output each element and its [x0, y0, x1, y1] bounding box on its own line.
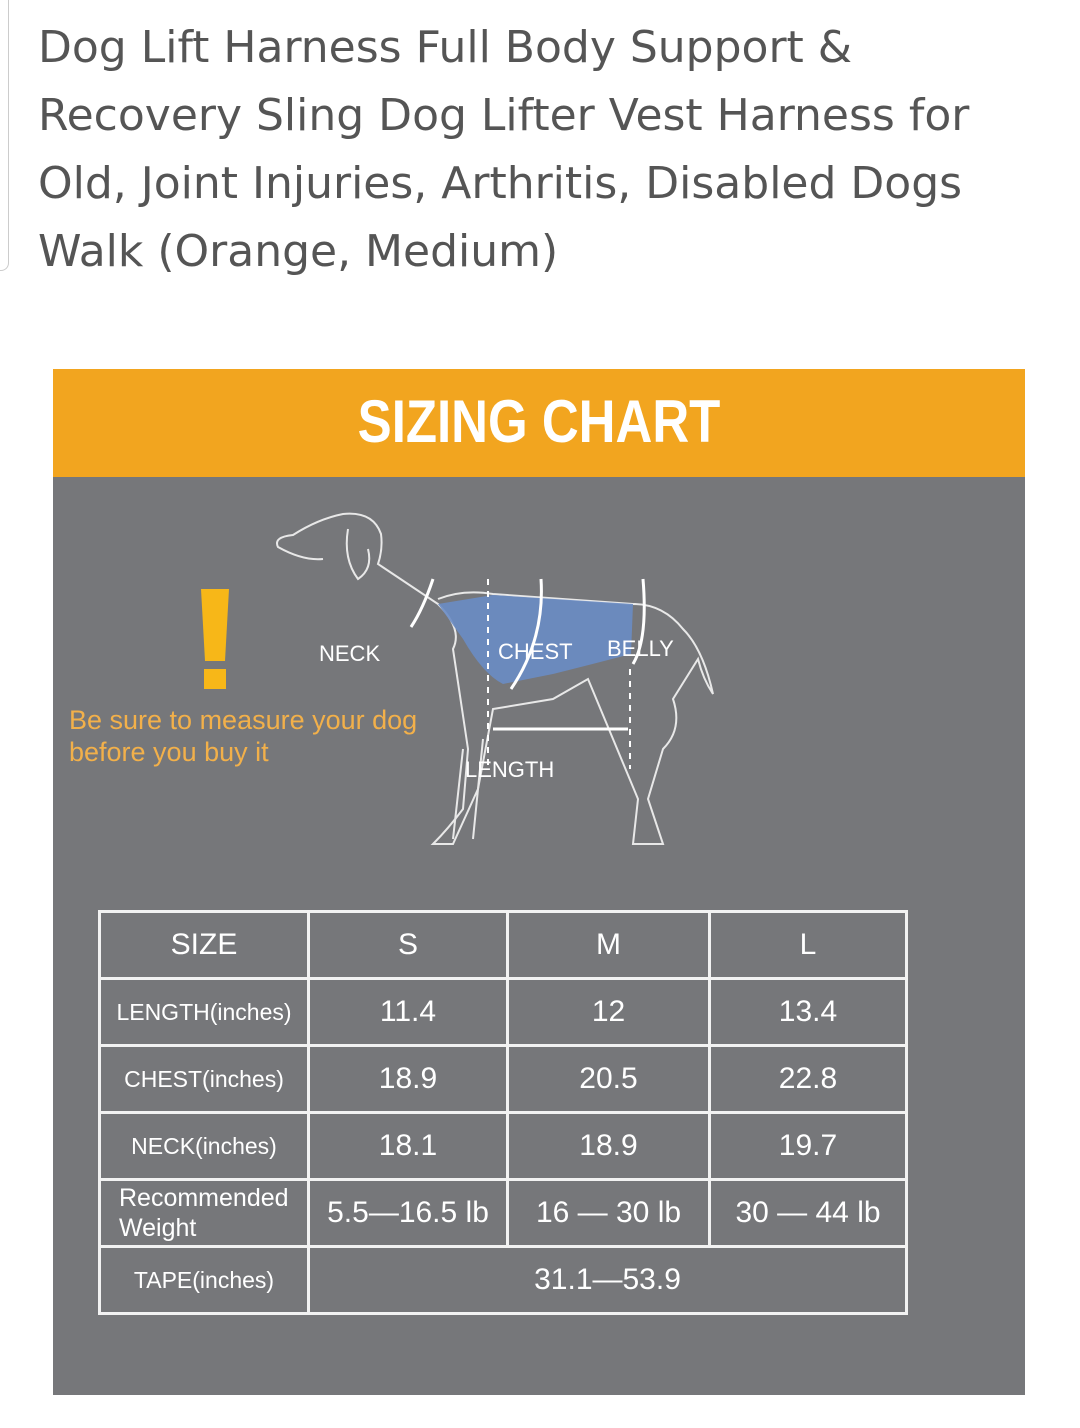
cell: 18.1	[309, 1113, 508, 1180]
table-row	[100, 1180, 907, 1247]
table-row	[100, 1046, 907, 1113]
row-label: CHEST(inches)	[100, 1046, 309, 1113]
heading-band	[53, 369, 1025, 477]
exclamation-icon	[201, 589, 231, 689]
row-label: LENGTH(inches)	[100, 979, 309, 1046]
table-header-row	[100, 912, 907, 979]
product-title: Dog Lift Harness Full Body Support & Recovery Sling Dog Lifter Vest Harness for Old, Joint Injuries, Arthritis, Disabled Dogs Walk (Orange, Medium)	[38, 22, 970, 277]
row-label-line: Weight	[119, 1214, 197, 1242]
row-label	[100, 1180, 309, 1247]
dog-diagram-icon	[263, 499, 783, 869]
chest-label: CHEST	[498, 639, 573, 664]
table-row	[100, 1113, 907, 1180]
cell: 31.1—53.9	[309, 1247, 907, 1314]
table-row	[100, 1247, 907, 1314]
cell: 19.7	[710, 1113, 907, 1180]
table-row	[100, 979, 907, 1046]
belly-label: BELLY	[607, 636, 674, 661]
card-edge	[0, 0, 9, 271]
cell: 18.9	[508, 1113, 710, 1180]
header-cell: M	[508, 912, 710, 979]
warning-line-2: before you buy it	[69, 737, 269, 767]
row-label-line: Recommended	[119, 1184, 289, 1212]
row-label: TAPE(inches)	[100, 1247, 309, 1314]
size-table	[98, 910, 908, 1315]
length-label: LENGTH	[465, 757, 555, 782]
cell: 30 — 44 lb	[710, 1180, 907, 1247]
cell: 22.8	[710, 1046, 907, 1113]
header-cell: S	[309, 912, 508, 979]
sizing-chart-heading: SIZING CHART	[357, 388, 721, 455]
cell: 13.4	[710, 979, 907, 1046]
cell: 12	[508, 979, 710, 1046]
neck-label: NECK	[319, 641, 381, 666]
cell: 11.4	[309, 979, 508, 1046]
header-cell: SIZE	[100, 912, 309, 979]
header-cell: L	[710, 912, 907, 979]
warning-line-1: Be sure to measure your dog	[69, 705, 418, 735]
cell: 5.5—16.5 lb	[309, 1180, 508, 1247]
row-label: NECK(inches)	[100, 1113, 309, 1180]
sizing-chart-image[interactable]	[53, 369, 1025, 1395]
cell: 18.9	[309, 1046, 508, 1113]
cell: 16 — 30 lb	[508, 1180, 710, 1247]
cell: 20.5	[508, 1046, 710, 1113]
